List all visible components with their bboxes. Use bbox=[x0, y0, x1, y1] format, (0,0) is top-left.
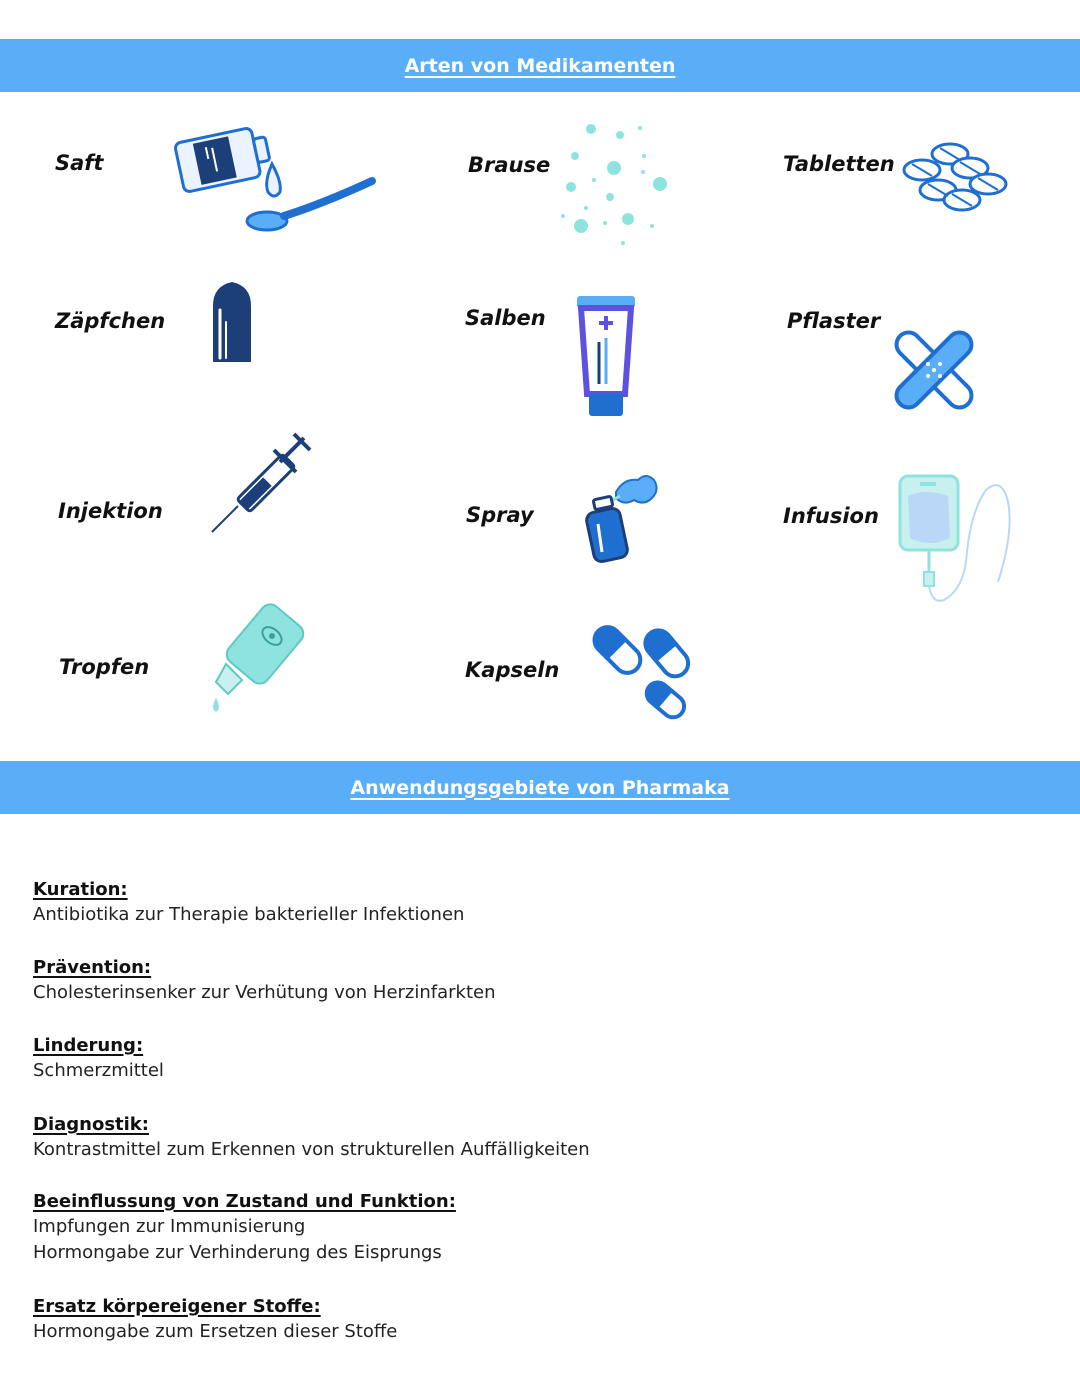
entry-text: Impfungen zur Immunisierung bbox=[33, 1216, 306, 1237]
entry-text: Schmerzmittel bbox=[33, 1060, 164, 1081]
section-banner-medication-types bbox=[0, 39, 1080, 92]
section-title: Arten von Medikamenten bbox=[404, 54, 676, 77]
ointment-tube-icon bbox=[575, 294, 637, 420]
entry-heading: Beeinflussung von Zustand und Funktion: bbox=[33, 1191, 456, 1212]
entry-kuration bbox=[33, 878, 1033, 928]
label-salben: Salben bbox=[465, 306, 546, 330]
label-injektion: Injektion bbox=[58, 499, 163, 523]
label-zaepfchen: Zäpfchen bbox=[55, 309, 166, 333]
label-saft: Saft bbox=[55, 151, 104, 175]
section-title: Anwendungsgebiete von Pharmaka bbox=[350, 776, 730, 799]
entry-text: Hormongabe zum Ersetzen dieser Stoffe bbox=[33, 1321, 398, 1342]
entry-heading: Diagnostik: bbox=[33, 1114, 149, 1135]
section-banner-application-areas bbox=[0, 761, 1080, 814]
eye-drops-bottle-icon bbox=[206, 602, 312, 716]
entry-text: Cholesterinsenker zur Verhütung von Herzinfarkten bbox=[33, 982, 496, 1003]
entry-text: Antibiotika zur Therapie bakterieller Infektionen bbox=[33, 904, 465, 925]
entry-diagnostik bbox=[33, 1113, 1033, 1163]
label-tropfen: Tropfen bbox=[59, 655, 150, 679]
infusion-bag-icon bbox=[896, 472, 1018, 606]
entry-heading: Linderung: bbox=[33, 1035, 144, 1056]
label-spray: Spray bbox=[466, 503, 534, 527]
capsules-icon bbox=[584, 620, 694, 722]
label-kapseln: Kapseln bbox=[465, 658, 560, 682]
entry-heading: Ersatz körpereigener Stoffe: bbox=[33, 1296, 321, 1317]
bandage-icon bbox=[894, 330, 974, 410]
spray-can-icon bbox=[580, 470, 660, 568]
syringe-icon bbox=[208, 432, 312, 536]
entry-beeinflussung bbox=[33, 1190, 1033, 1266]
entry-text: Hormongabe zur Verhinderung des Eisprungs bbox=[33, 1242, 442, 1263]
label-tabletten: Tabletten bbox=[783, 152, 895, 176]
entry-ersatz bbox=[33, 1295, 1033, 1345]
entry-praevention bbox=[33, 956, 1033, 1006]
entry-heading: Prävention: bbox=[33, 957, 152, 978]
effervescent-bubbles-icon bbox=[558, 120, 673, 248]
syrup-bottle-spoon-icon bbox=[172, 126, 382, 236]
entry-linderung bbox=[33, 1034, 1033, 1084]
label-infusion: Infusion bbox=[783, 504, 879, 528]
suppository-icon bbox=[210, 280, 254, 364]
entry-heading: Kuration: bbox=[33, 879, 128, 900]
entry-text: Kontrastmittel zum Erkennen von strukturellen Auffälligkeiten bbox=[33, 1139, 590, 1160]
tablets-pile-icon bbox=[900, 138, 1012, 216]
label-brause: Brause bbox=[468, 153, 551, 177]
label-pflaster: Pflaster bbox=[787, 309, 881, 333]
